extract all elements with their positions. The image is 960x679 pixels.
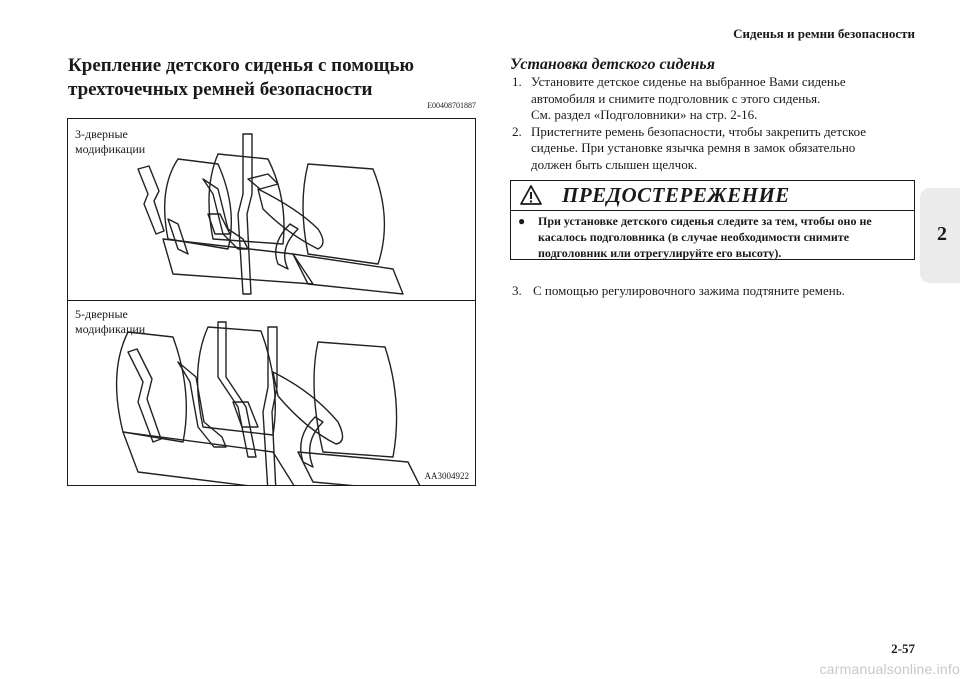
- warning-text-line1: При установке детского сиденья следите за тем, чтобы оно не: [538, 214, 872, 228]
- warning-text-line3: подголовник или отрегулируйте его высоту).: [538, 246, 782, 260]
- warning-bullet-icon: ●: [518, 214, 526, 228]
- section-title: [68, 54, 468, 102]
- warning-text-line2: касалось подголовника (в случае необходимости снимите: [538, 230, 850, 244]
- warning-text: [538, 213, 872, 261]
- figure-divider: [67, 300, 476, 301]
- child-seat-illustration: [67, 118, 476, 486]
- step-2-number: 2.: [512, 123, 522, 139]
- section-title-line1: Крепление детского сиденья с помощью: [68, 55, 415, 76]
- step-1-number: 1.: [512, 74, 522, 89]
- figure-code: AA3004922: [424, 471, 469, 481]
- figure-label-3door-line2: модификации: [75, 142, 146, 156]
- watermark: carmanualsonline.info: [819, 661, 960, 677]
- warning-header: [515, 183, 915, 207]
- figure-label-3door: [75, 127, 145, 157]
- step-1: [510, 74, 910, 124]
- page-number: 2-57: [891, 641, 915, 656]
- figure-label-3door-line1: 3-дверные: [75, 127, 128, 141]
- step-3-number: 3.: [512, 283, 522, 298]
- step-3: [510, 283, 910, 299]
- step-2-text: Пристегните ремень безопасности, чтобы закрепить детское сиденье. При установке язычка ремня в замок обязательно должен быть слышен щелчок.: [531, 123, 867, 172]
- figure-label-5door: [75, 307, 145, 337]
- step-3-text: С помощью регулировочного зажима подтяните ремень.: [533, 283, 845, 298]
- chapter-tab-label: 2: [937, 223, 947, 245]
- warning-body: [518, 213, 910, 261]
- step-2: [510, 124, 910, 174]
- subheading: Установка детского сиденья: [510, 56, 715, 73]
- warning-triangle-icon: [520, 185, 542, 205]
- figure-label-5door-line1: 5-дверные: [75, 307, 128, 321]
- figure-label-5door-line2: модификации: [75, 322, 146, 336]
- running-header: Сиденья и ремни безопасности: [733, 26, 915, 41]
- steps-list: [510, 74, 910, 173]
- section-title-line2: трехточечных ремней безопасности: [68, 79, 373, 100]
- section-code: E00408701887: [427, 101, 476, 110]
- warning-title: ПРЕДОСТЕРЕЖЕНИЕ: [562, 182, 790, 207]
- seatbelt-illustration-svg: [68, 119, 475, 485]
- warning-divider: [510, 210, 915, 211]
- step-1-text: Установите детское сиденье на выбранное Вами сиденье автомобиля и снимите подголовник с этого сиденья. См. раздел «Подголовники» на стр. 2-16.: [531, 74, 846, 122]
